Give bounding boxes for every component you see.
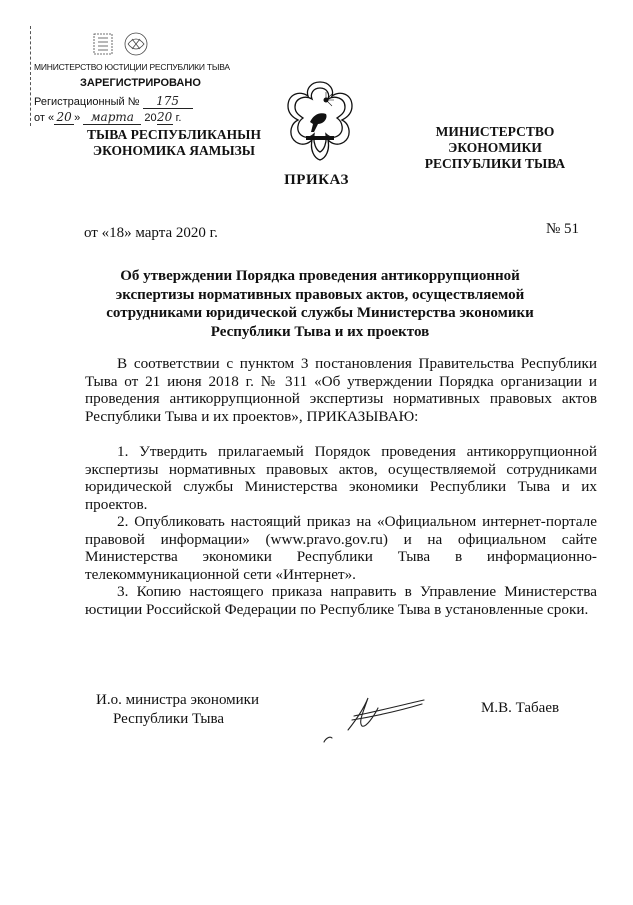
stamp-date-mid: » — [74, 112, 81, 124]
document-number: № 51 — [546, 221, 580, 237]
stamp-reg-label: Регистрационный № — [34, 96, 140, 108]
document-heading: Об утверждении Порядка проведения антикоррупционной экспертизы нормативных правовых актов, осуществляемой сотрудниками юридической службы Министерства экономики Республики Тыва и их проектов — [106, 268, 534, 340]
signatory-name: М.В. Табаев — [481, 700, 560, 716]
handwritten-signature-icon — [318, 690, 428, 745]
org-name-tuvan — [84, 127, 264, 159]
stamp-date-suffix: г. — [175, 112, 182, 124]
stamp-date-prefix: от « — [34, 112, 55, 124]
stamp-date-month: марта — [83, 110, 141, 125]
stamp-date-year: 20 — [156, 110, 173, 124]
stamp-registered: ЗАРЕГИСТРИРОВАНО — [80, 77, 201, 89]
org-name-russian — [390, 124, 600, 172]
stamp-date-day: 20 — [54, 110, 74, 125]
stamp-date-year-prefix: 20 — [144, 112, 157, 124]
paragraph-item-3: 3. Копию настоящего приказа направить в Управление Министерства юстиции Российской Федерации по Республике Тыва в установленные сроки. — [85, 583, 597, 618]
stamp-ministry: МИНИСТЕРСТВО ЮСТИЦИИ РЕСПУБЛИКИ ТЫВА — [34, 62, 230, 72]
org-right-line2: РЕСПУБЛИКИ ТЫВА — [424, 156, 566, 171]
signatory-title-line2: Республики Тыва — [113, 710, 225, 727]
stamp-date-row — [34, 110, 181, 125]
signatory-title — [96, 691, 259, 728]
coat-of-arms-icon — [280, 78, 360, 164]
org-left-line2: ЭКОНОМИКА ЯАМЫЗЫ — [92, 143, 256, 158]
document-date: от «18» марта 2020 г. — [84, 225, 218, 241]
paragraph-item-2: 2. Опубликовать настоящий приказ на «Официальном интернет-портале правовой информации» (www.pravo.gov.ru) и на официальном сайте Министерства экономики Республики Тыва в информационно-телекоммуникационной сети «Интернет». — [85, 513, 597, 583]
paragraph-preamble: В соответствии с пунктом 3 постановления Правительства Республики Тыва от 21 июня 2018 г. № 311 «Об утверждении Порядка организации и проведения антикоррупционной экспертизы нормативных правовых актов Республики Тыва и их проектов», ПРИКАЗЫВАЮ: — [85, 355, 597, 425]
stamp-reg-number-row — [34, 94, 193, 109]
org-right-line1: МИНИСТЕРСТВО ЭКОНОМИКИ — [435, 124, 555, 155]
signatory-title-line1: И.о. министра экономики — [96, 692, 260, 708]
document-title: ПРИКАЗ — [284, 172, 349, 188]
stamp-reg-number: 175 — [143, 94, 193, 109]
org-left-line1: ТЫВА РЕСПУБЛИКАНЫН — [87, 127, 261, 142]
paragraph-item-1: 1. Утвердить прилагаемый Порядок проведения антикоррупционной экспертизы нормативных правовых актов, осуществляемой сотрудниками юридической службы Министерства экономики Республики Тыва и их проектов. — [85, 443, 597, 513]
stamp-emblems-icon — [88, 30, 178, 60]
